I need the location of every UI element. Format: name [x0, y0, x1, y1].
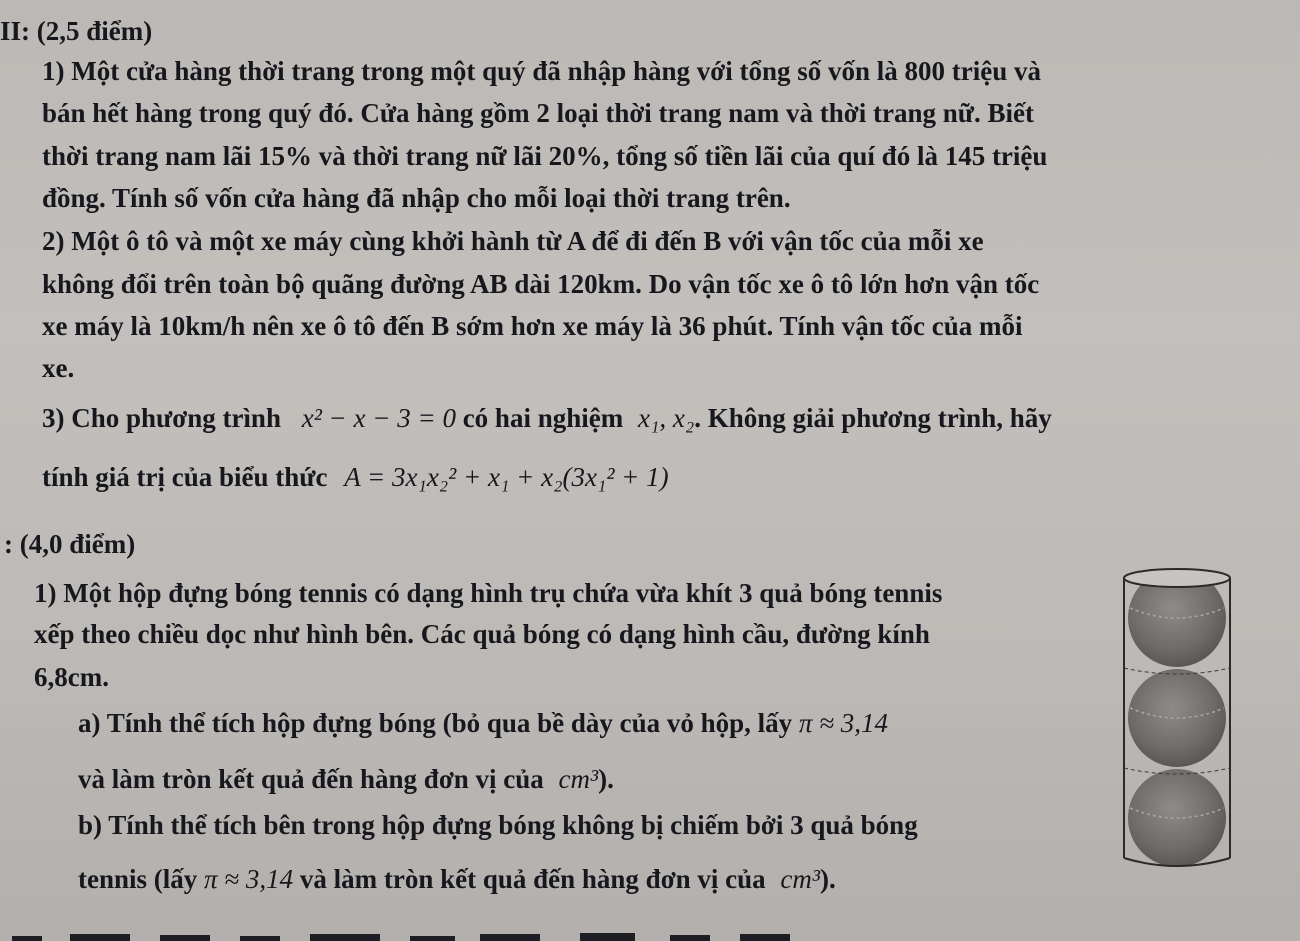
problem-2-3-prefix: 3) Cho phương trình: [42, 403, 281, 433]
pi-approx-b: π ≈ 3,14: [204, 864, 294, 894]
problem-3-1-line-2: xếp theo chiều dọc như hình bên. Các quả bóng có dạng hình cầu, đường kính: [34, 619, 930, 649]
problem-2-1-line-3: thời trang nam lãi 15% và thời trang nữ lãi 20%, tổng số tiền lãi của quí đó là 145 triệu: [42, 141, 1048, 171]
problem-2-3-line-2: [42, 460, 669, 494]
part-b-text-2: và làm tròn kết quả đến hàng đơn vị của: [299, 864, 766, 894]
problem-2-3-line-1: [42, 401, 1052, 435]
section-2-header: II: (2,5 điểm): [0, 16, 153, 46]
unit-a: cm³: [558, 764, 599, 794]
problem-2-2-line-4: xe.: [42, 353, 75, 383]
problem-2-3-line2-prefix: tính giá trị của biểu thức: [42, 462, 328, 492]
part-a-text: a) Tính thể tích hộp đựng bóng (bỏ qua bề dày của vỏ hộp, lấy: [78, 708, 793, 738]
cut-off-text-line: [0, 926, 1300, 941]
tennis-ball-tube-figure: [1122, 568, 1232, 868]
problem-2-2-line-1: 2) Một ô tô và một xe máy cùng khởi hành từ A để đi đến B với vận tốc của mỗi xe: [42, 226, 984, 256]
part-b-close: ).: [820, 864, 836, 894]
part-a-close: ).: [598, 764, 614, 794]
unit-b: cm³: [780, 864, 820, 894]
problem-3-1-line-3: 6,8cm.: [34, 662, 109, 692]
problem-3-1-line-1: 1) Một hộp đựng bóng tennis có dạng hình trụ chứa vừa khít 3 quả bóng tennis: [34, 578, 943, 608]
roots: x₁, x₂: [637, 403, 695, 433]
section-3-header: : (4,0 điểm): [4, 529, 136, 559]
problem-2-1-line-4: đồng. Tính số vốn cửa hàng đã nhập cho mỗi loại thời trang trên.: [42, 183, 791, 213]
problem-2-2-line-2: không đổi trên toàn bộ quãng đường AB dài 120km. Do vận tốc xe ô tô lớn hơn vận tốc: [42, 269, 1040, 299]
problem-2-3-mid: có hai nghiệm: [462, 403, 624, 433]
problem-2-1-line-2: bán hết hàng trong quý đó. Cửa hàng gồm 2 loại thời trang nam và thời trang nữ. Biết: [42, 98, 1034, 128]
part-a-text-2: và làm tròn kết quả đến hàng đơn vị của: [78, 764, 544, 794]
part-b-text: tennis (lấy: [78, 864, 198, 894]
equation: x² − x − 3 = 0: [301, 403, 456, 433]
problem-2-2-line-3: xe máy là 10km/h nên xe ô tô đến B sớm hơn xe máy là 36 phút. Tính vận tốc của mỗi: [42, 311, 1023, 341]
problem-3-1b-line-2: [78, 862, 836, 896]
problem-2-1-line-1: 1) Một cửa hàng thời trang trong một quý đã nhập hàng với tổng số vốn là 800 triệu và: [42, 56, 1041, 86]
problem-3-1a-line-1: [78, 706, 888, 740]
pi-approx-a: π ≈ 3,14: [798, 708, 889, 738]
problem-3-1b-line-1: b) Tính thể tích bên trong hộp đựng bóng không bị chiếm bởi 3 quả bóng: [78, 810, 918, 840]
problem-3-1a-line-2: [78, 762, 614, 796]
problem-2-3-suffix: . Không giải phương trình, hãy: [694, 403, 1052, 433]
expression: A = 3x₁x₂² + x₁ + x₂(3x₁² + 1): [344, 462, 669, 492]
tube-top-ellipse: [1124, 569, 1230, 587]
